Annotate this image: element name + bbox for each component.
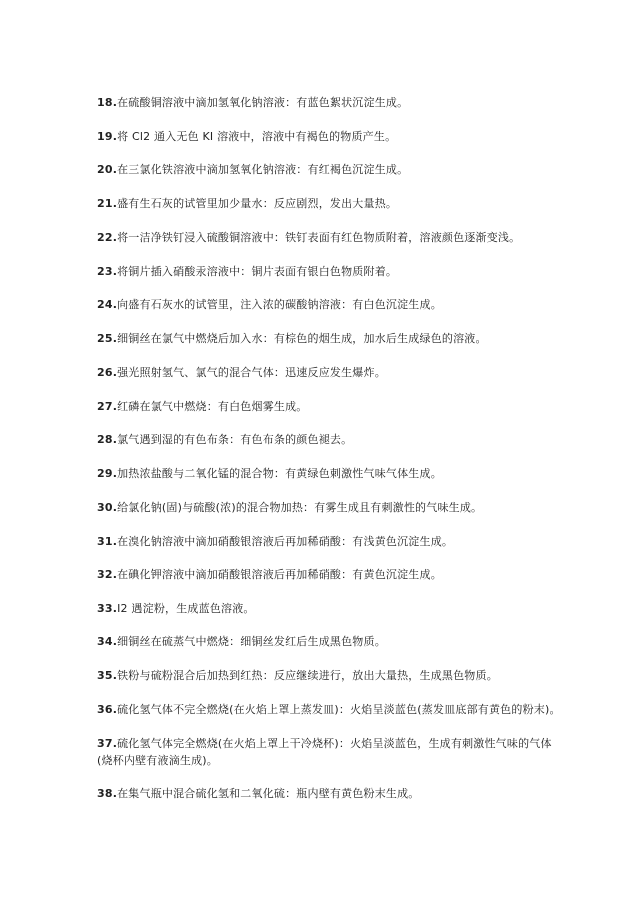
item-text: 将 Cl2 通入无色 KI 溶液中，溶液中有褐色的物质产生。 bbox=[117, 130, 397, 143]
list-item bbox=[97, 667, 557, 684]
list-item bbox=[97, 633, 557, 650]
list-item bbox=[97, 330, 557, 347]
item-number: 18. bbox=[97, 96, 118, 109]
list-item bbox=[97, 533, 557, 550]
item-number: 31. bbox=[97, 535, 118, 548]
item-number: 25. bbox=[97, 332, 118, 345]
item-number: 32. bbox=[97, 568, 118, 581]
list-item bbox=[97, 263, 557, 280]
item-number: 36. bbox=[97, 703, 118, 716]
list-item bbox=[97, 161, 557, 178]
item-text: 强光照射氢气、氯气的混合气体：迅速反应发生爆炸。 bbox=[117, 366, 386, 379]
item-text: 在三氯化铁溶液中滴加氢氧化钠溶液：有红褐色沉淀生成。 bbox=[117, 163, 409, 176]
item-text: 氯气遇到湿的有色布条：有色布条的颜色褪去。 bbox=[117, 433, 353, 446]
item-number: 20. bbox=[97, 163, 118, 176]
list-item bbox=[97, 94, 557, 111]
item-number: 23. bbox=[97, 265, 118, 278]
item-text: 细铜丝在硫蒸气中燃烧：细铜丝发红后生成黑色物质。 bbox=[117, 635, 386, 648]
item-number: 21. bbox=[97, 197, 118, 210]
item-number: 28. bbox=[97, 433, 118, 446]
list-item bbox=[97, 785, 557, 802]
list-item bbox=[97, 195, 557, 212]
list-item bbox=[97, 735, 557, 769]
item-number: 26. bbox=[97, 366, 118, 379]
item-number: 24. bbox=[97, 298, 118, 311]
item-text: 将一洁净铁钉浸入硫酸铜溶液中：铁钉表面有红色物质附着，溶液颜色逐渐变浅。 bbox=[117, 231, 521, 244]
list-item bbox=[97, 499, 557, 516]
item-number: 38. bbox=[97, 787, 118, 800]
item-number: 33. bbox=[97, 602, 118, 615]
item-number: 34. bbox=[97, 635, 118, 648]
item-number: 37. bbox=[97, 737, 118, 750]
item-text: 在溴化钠溶液中滴加硝酸银溶液后再加稀硝酸：有浅黄色沉淀生成。 bbox=[117, 535, 454, 548]
item-number: 29. bbox=[97, 467, 118, 480]
item-text: 给氯化钠(固)与硫酸(浓)的混合物加热：有雾生成且有刺激性的气味生成。 bbox=[117, 501, 483, 514]
item-text: 硫化氢气体不完全燃烧(在火焰上罩上蒸发皿)：火焰呈淡蓝色(蒸发皿底部有黄色的粉末)。 bbox=[117, 703, 561, 716]
list-item bbox=[97, 566, 557, 583]
list-item bbox=[97, 128, 557, 145]
list-item bbox=[97, 364, 557, 381]
item-text: 盛有生石灰的试管里加少量水：反应剧烈，发出大量热。 bbox=[117, 197, 398, 210]
item-text: I2 遇淀粉，生成蓝色溶液。 bbox=[117, 602, 255, 615]
item-number: 35. bbox=[97, 669, 118, 682]
item-text: 在硫酸铜溶液中滴加氢氧化钠溶液：有蓝色絮状沉淀生成。 bbox=[117, 96, 409, 109]
item-text: 细铜丝在氯气中燃烧后加入水：有棕色的烟生成，加水后生成绿色的溶液。 bbox=[117, 332, 487, 345]
list-item bbox=[97, 600, 557, 617]
item-text: 加热浓盐酸与二氧化锰的混合物：有黄绿色刺激性气味气体生成。 bbox=[117, 467, 442, 480]
list-item bbox=[97, 465, 557, 482]
list-item bbox=[97, 229, 557, 246]
item-number: 22. bbox=[97, 231, 118, 244]
item-text: 在碘化钾溶液中滴加硝酸银溶液后再加稀硝酸：有黄色沉淀生成。 bbox=[117, 568, 442, 581]
list-item bbox=[97, 296, 557, 313]
item-number: 30. bbox=[97, 501, 118, 514]
item-number: 19. bbox=[97, 130, 118, 143]
list-item bbox=[97, 398, 557, 415]
item-text: 铁粉与硫粉混合后加热到红热：反应继续进行，放出大量热，生成黑色物质。 bbox=[117, 669, 498, 682]
item-text: 向盛有石灰水的试管里，注入浓的碳酸钠溶液：有白色沉淀生成。 bbox=[117, 298, 442, 311]
item-text: 硫化氢气体完全燃烧(在火焰上罩上干冷烧杯)：火焰呈淡蓝色，生成有刺激性气味的气体(烧杯内壁有液滴生成)。 bbox=[97, 737, 552, 767]
item-text: 在集气瓶中混合硫化氢和二氧化硫：瓶内壁有黄色粉末生成。 bbox=[117, 787, 420, 800]
item-text: 将铜片插入硝酸汞溶液中：铜片表面有银白色物质附着。 bbox=[117, 265, 398, 278]
list-item bbox=[97, 431, 557, 448]
list-item bbox=[97, 701, 561, 718]
item-number: 27. bbox=[97, 400, 118, 413]
item-text: 红磷在氯气中燃烧：有白色烟雾生成。 bbox=[117, 400, 308, 413]
